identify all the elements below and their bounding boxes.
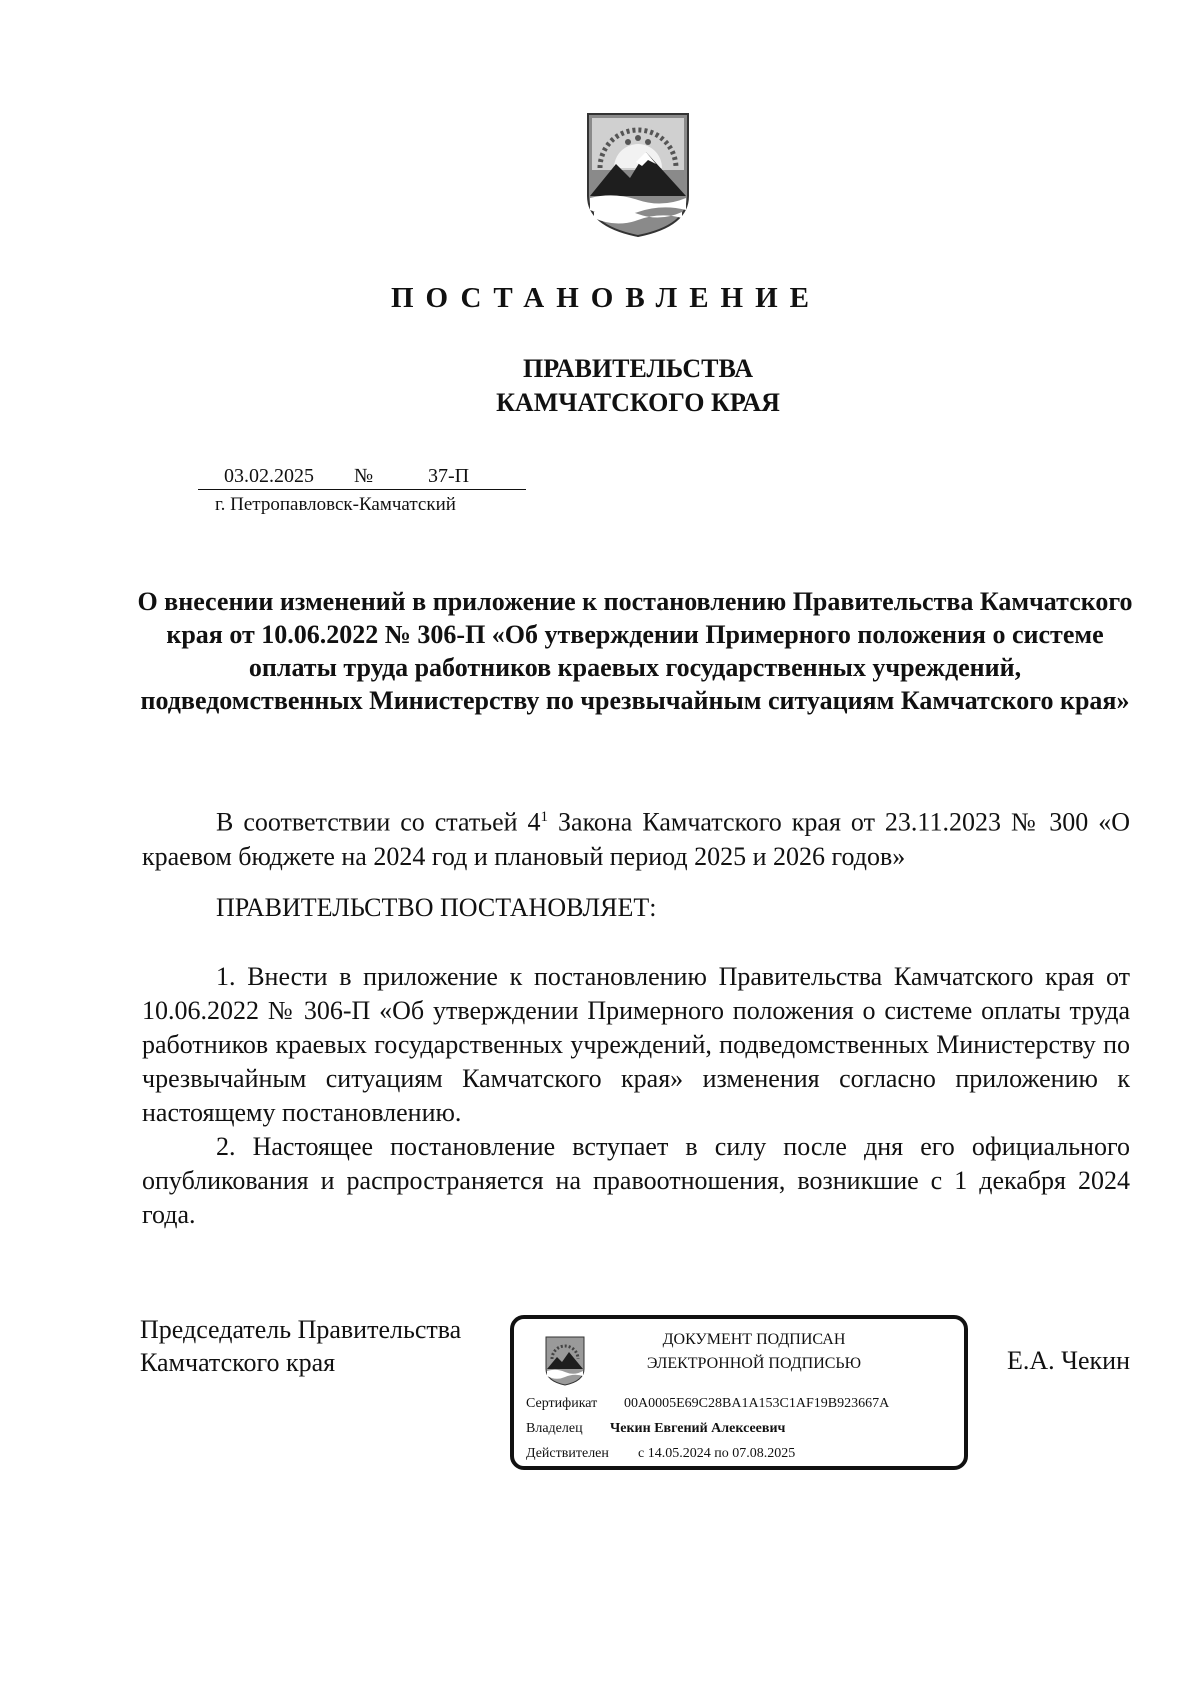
- signatory-title: [140, 1313, 461, 1379]
- resolution-item-1: 1. Внести в приложение к постановлению Правительства Камчатского края от 10.06.2022 № 306-П «Об утверждении Примерного положения о системе оплаты труда работников краевых государственных учреждений, подведомственных Министерству по чрезвычайным ситуациям Камчатского края» изменения согласно приложению к настоящему постановлению.: [142, 962, 1130, 1127]
- preamble-superscript: 1: [540, 809, 549, 825]
- stamp-emblem-icon: [544, 1335, 586, 1387]
- stamp-certificate-row: [526, 1396, 890, 1412]
- stamp-heading: [614, 1328, 894, 1376]
- stamp-owner-row: [526, 1421, 786, 1437]
- electronic-signature-stamp: [510, 1315, 968, 1470]
- owner-label: Владелец: [526, 1421, 583, 1436]
- preamble-text-end: Закона Камчатского края от 23.11.2023 № 300 «О краевом бюджете на 2024 год и плановый период 2025 и 2026 годов»: [142, 807, 1130, 871]
- resolve-line: ПРАВИТЕЛЬСТВО ПОСТАНОВЛЯЕТ:: [216, 893, 657, 922]
- document-number: 37-П: [428, 465, 470, 487]
- city: г. Петропавловск-Камчатский: [215, 494, 456, 515]
- issuer-line-2: КАМЧАТСКОГО КРАЯ: [496, 388, 780, 417]
- owner-value: Чекин Евгений Алексеевич: [610, 1421, 786, 1436]
- preamble: [142, 800, 1130, 874]
- document-subject: О внесении изменений в приложение к постановлению Правительства Камчатского края от 10.06.2022 № 306-П «Об утверждении Примерного положения о системе оплаты труда работников краевых государственных учреждений, подведомственных Министерству по чрезвычайным ситуациям Камчатского края»: [137, 587, 1133, 715]
- number-sign: №: [354, 465, 374, 487]
- stamp-heading-line-1: ДОКУМЕНТ ПОДПИСАН: [662, 1331, 846, 1348]
- stamp-heading-line-2: ЭЛЕКТРОННОЙ ПОДПИСЬЮ: [646, 1355, 862, 1372]
- stamp-validity-row: [526, 1446, 796, 1462]
- document-date: 03.02.2025: [224, 465, 314, 487]
- coat-of-arms-emblem: [586, 112, 690, 238]
- resolution-item-2: 2. Настоящее постановление вступает в силу после дня его официального опубликования и распространяется на правоотношения, возникшие с 1 декабря 2024 года.: [142, 1132, 1130, 1229]
- validity-value: с 14.05.2024 по 07.08.2025: [638, 1446, 796, 1461]
- validity-label: Действителен: [526, 1446, 609, 1461]
- document-type-heading: ПОСТАНОВЛЕНИЕ: [390, 282, 821, 314]
- resolution-items: [142, 960, 1130, 1232]
- signatory-title-line-1: Председатель Правительства: [140, 1315, 462, 1344]
- registration-line: [198, 465, 526, 490]
- certificate-label: Сертификат: [526, 1396, 598, 1411]
- certificate-value: 00A0005E69C28BA1A153C1AF19B923667A: [624, 1396, 890, 1411]
- preamble-text-start: В соответствии со статьей 4: [216, 807, 541, 837]
- signatory-title-line-2: Камчатского края: [140, 1348, 336, 1377]
- issuer-line-1: ПРАВИТЕЛЬСТВА: [523, 354, 753, 383]
- issuer-heading: [0, 352, 1200, 420]
- signatory-name: Е.А. Чекин: [1006, 1346, 1130, 1375]
